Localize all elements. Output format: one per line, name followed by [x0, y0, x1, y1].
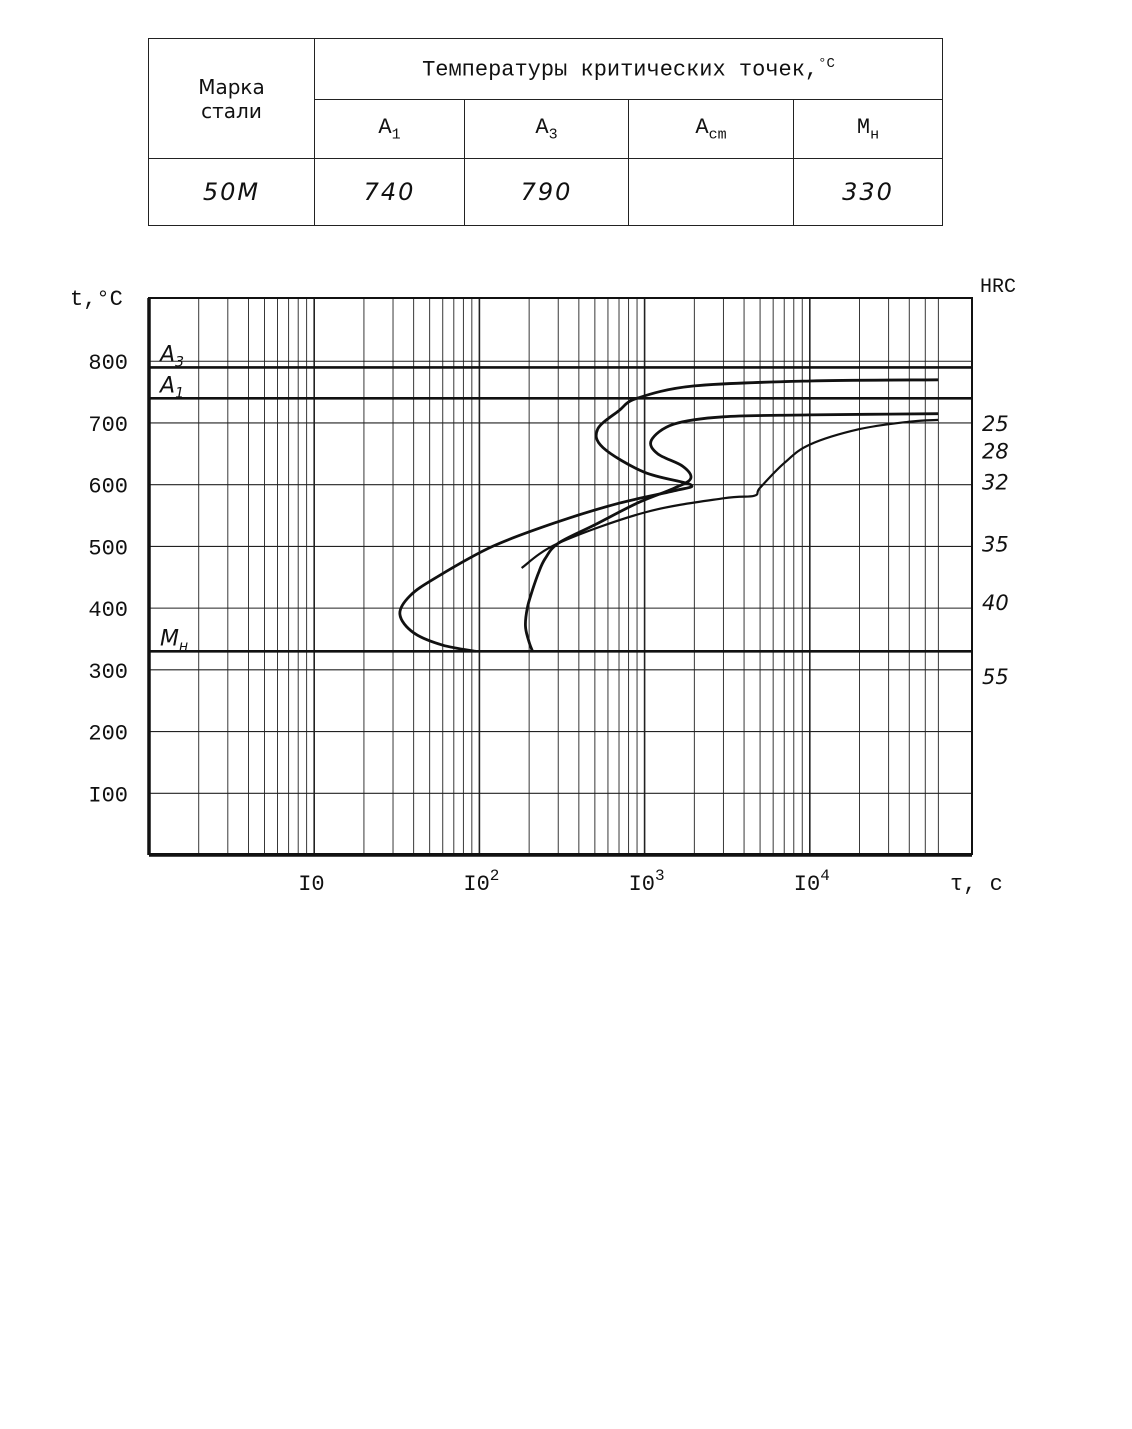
tick-labels	[88, 351, 829, 897]
hrc-value: 55	[982, 665, 1009, 690]
temps-header-unit: °С	[818, 55, 835, 72]
x-tick-exponent: 3	[655, 867, 665, 885]
x-tick-exponent: 2	[489, 867, 500, 885]
x-tick-label	[463, 867, 499, 897]
header-a1-main: A	[378, 114, 392, 140]
temps-header-text: Температуры критических точек,	[422, 57, 819, 83]
header-mn-sub: н	[870, 126, 880, 144]
x-tick-label	[794, 867, 830, 897]
x-tick-base: I0	[463, 872, 490, 897]
hrc-value: 40	[982, 590, 1009, 615]
y-tick-label: 300	[88, 659, 128, 685]
critical-lines	[149, 342, 972, 654]
x-tick-base: I0	[628, 872, 656, 897]
grade-header-text: Марка стали	[198, 74, 265, 123]
critical-line-label	[158, 373, 184, 401]
y-tick-label: 400	[88, 598, 128, 624]
header-a3-main: A	[535, 114, 549, 140]
header-a1-sub: 1	[391, 126, 401, 144]
ttt-curve-start	[400, 380, 939, 652]
critical-label-sub: 1	[175, 385, 184, 402]
x-tick-label	[298, 872, 324, 897]
y-tick-label: 600	[88, 474, 128, 500]
critical-label-sub: 3	[175, 354, 184, 371]
y-axis-label: t,°С	[70, 287, 123, 312]
ttt-curve-end-lower	[522, 420, 939, 568]
hrc-value: 32	[982, 470, 1009, 495]
hrc-value: 28	[982, 439, 1009, 464]
y-tick-label: 200	[88, 721, 128, 747]
critical-label-main: M	[160, 626, 179, 652]
header-acm-sub: cm	[708, 126, 727, 144]
hrc-value: 35	[982, 532, 1009, 557]
y-tick-label: 800	[88, 351, 128, 377]
hrc-value: 25	[982, 411, 1009, 436]
header-acm-main: A	[695, 114, 709, 140]
critical-line-label	[158, 342, 184, 370]
cell-grade: 50М	[149, 159, 315, 226]
x-tick-base: I0	[793, 872, 821, 897]
curves	[400, 380, 939, 652]
critical-label-main: A	[160, 373, 176, 399]
cell-a3: 790	[465, 159, 629, 226]
critical-line-label	[160, 626, 188, 654]
cell-a1: 740	[315, 159, 465, 226]
y2-axis-label: HRC	[980, 276, 1017, 299]
x-tick-label	[629, 867, 665, 897]
cell-mn: 330	[794, 159, 943, 226]
header-mn-main: M	[856, 114, 871, 140]
x-tick-exponent: 4	[820, 867, 830, 885]
critical-label-main: A	[160, 342, 176, 368]
y-tick-label: 700	[88, 412, 128, 438]
x-tick-base: I0	[298, 872, 325, 897]
hrc-labels	[982, 412, 1009, 689]
x-axis-label: τ, с	[950, 872, 1003, 897]
header-a3-sub: 3	[548, 126, 558, 144]
y-tick-label: I00	[88, 783, 128, 809]
critical-label-sub: н	[178, 638, 189, 655]
y-tick-label: 500	[88, 536, 128, 562]
